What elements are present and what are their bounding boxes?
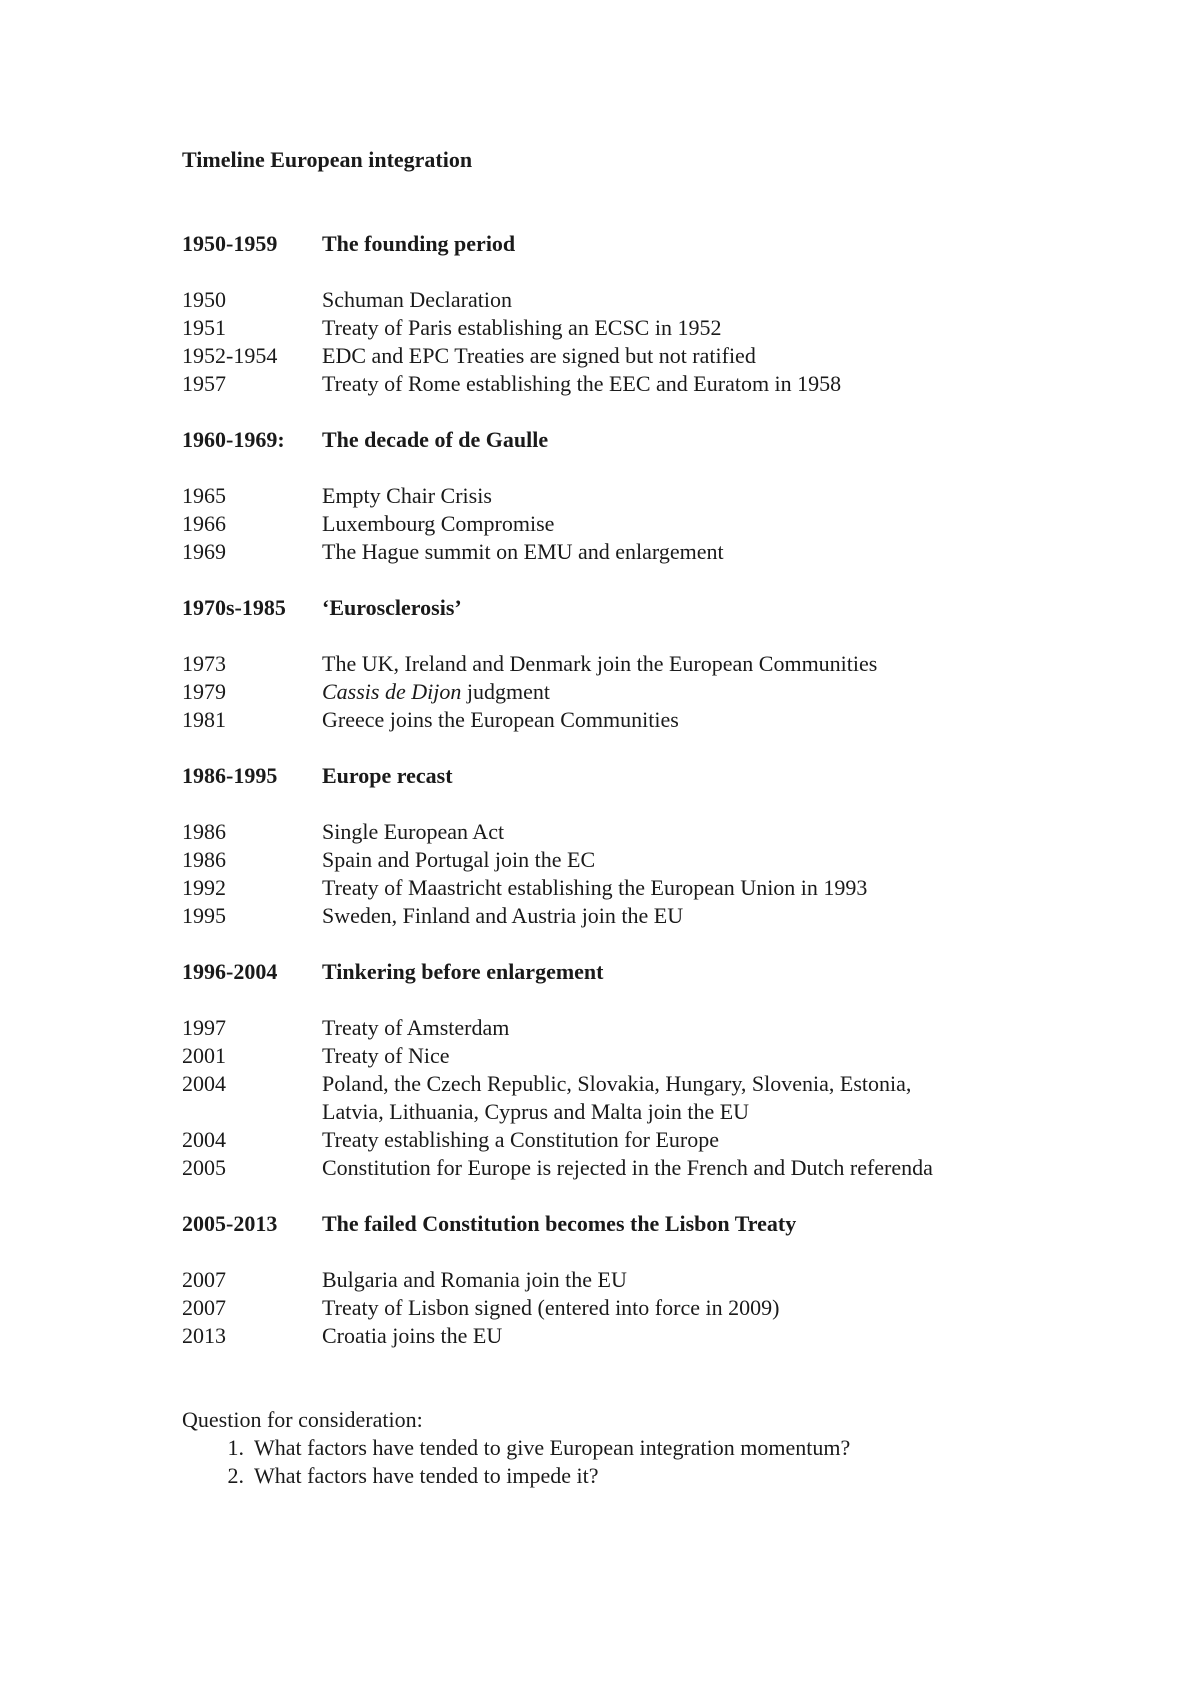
event-row xyxy=(182,1294,1082,1322)
event-year: 2013 xyxy=(182,1323,226,1348)
section-period: 1970s-1985 xyxy=(182,595,286,620)
questions-list xyxy=(182,1434,1082,1490)
event-row xyxy=(182,370,1082,398)
event-text: The Hague summit on EMU and enlargement xyxy=(322,539,724,564)
event-year: 1973 xyxy=(182,651,226,676)
event-text-suffix: judgment xyxy=(461,679,550,704)
event-row xyxy=(182,902,1082,930)
event-text: Luxembourg Compromise xyxy=(322,511,555,536)
event-year: 1950 xyxy=(182,287,226,312)
section-period: 1950-1959 xyxy=(182,231,278,256)
event-row xyxy=(182,1014,1082,1042)
event-year: 1969 xyxy=(182,539,226,564)
event-text: Treaty of Nice xyxy=(322,1043,450,1068)
section-heading-row xyxy=(182,594,1082,622)
section-heading-row xyxy=(182,762,1082,790)
question-item xyxy=(182,1434,1082,1462)
event-year: 1992 xyxy=(182,875,226,900)
case-name: Cassis de Dijon xyxy=(322,679,462,704)
question-item xyxy=(182,1462,1082,1490)
event-list xyxy=(182,650,1082,734)
section-heading: Europe recast xyxy=(322,763,453,788)
section-period: 1960-1969: xyxy=(182,427,285,452)
event-row xyxy=(182,1154,1082,1182)
question-text: What factors have tended to give European integration momentum? xyxy=(254,1435,851,1460)
event-text: Bulgaria and Romania join the EU xyxy=(322,1267,627,1292)
event-year: 1979 xyxy=(182,679,226,704)
event-year: 1952-1954 xyxy=(182,343,278,368)
event-text: Schuman Declaration xyxy=(322,287,512,312)
event-text: Treaty of Lisbon signed (entered into force in 2009) xyxy=(322,1295,780,1320)
event-text: EDC and EPC Treaties are signed but not ratified xyxy=(322,343,756,368)
event-year: 1965 xyxy=(182,483,226,508)
question-number: 2. xyxy=(227,1463,244,1488)
event-row xyxy=(182,874,1082,902)
event-year: 1995 xyxy=(182,903,226,928)
event-text: Treaty of Rome establishing the EEC and Euratom in 1958 xyxy=(322,371,842,396)
event-list xyxy=(182,1266,1082,1350)
section-heading: The failed Constitution becomes the Lisbon Treaty xyxy=(322,1211,797,1236)
event-row xyxy=(182,650,1082,678)
event-row xyxy=(182,1070,1082,1126)
event-row xyxy=(182,342,1082,370)
event-year: 2005 xyxy=(182,1155,226,1180)
event-year: 2004 xyxy=(182,1127,226,1152)
event-year: 2007 xyxy=(182,1267,226,1292)
event-list xyxy=(182,1014,1082,1182)
event-text-line: Latvia, Lithuania, Cyprus and Malta join the EU xyxy=(322,1099,750,1124)
questions-intro: Question for consideration: xyxy=(182,1407,423,1432)
event-text: The UK, Ireland and Denmark join the European Communities xyxy=(322,651,878,676)
event-year: 1986 xyxy=(182,819,226,844)
event-row xyxy=(182,314,1082,342)
event-text: Single European Act xyxy=(322,819,505,844)
event-year: 2007 xyxy=(182,1295,226,1320)
event-text: Sweden, Finland and Austria join the EU xyxy=(322,903,684,928)
section-heading-row xyxy=(182,958,1082,986)
event-row xyxy=(182,482,1082,510)
event-text xyxy=(322,678,1082,706)
timeline-section xyxy=(182,1210,1082,1350)
section-heading-row xyxy=(182,1210,1082,1238)
event-text: Constitution for Europe is rejected in the French and Dutch referenda xyxy=(322,1155,933,1180)
document-title: Timeline European integration xyxy=(182,147,473,172)
event-row xyxy=(182,706,1082,734)
event-row xyxy=(182,678,1082,706)
event-row xyxy=(182,1322,1082,1350)
question-number: 1. xyxy=(227,1435,244,1460)
event-row xyxy=(182,846,1082,874)
event-text: Empty Chair Crisis xyxy=(322,483,492,508)
section-heading-row xyxy=(182,230,1082,258)
timeline-section xyxy=(182,230,1082,398)
section-period: 2005-2013 xyxy=(182,1211,278,1236)
event-year: 1997 xyxy=(182,1015,226,1040)
event-year: 1986 xyxy=(182,847,226,872)
event-row xyxy=(182,286,1082,314)
section-heading-row xyxy=(182,426,1082,454)
question-text: What factors have tended to impede it? xyxy=(254,1463,599,1488)
event-text xyxy=(322,1070,1082,1126)
questions-block xyxy=(182,1406,1082,1490)
event-row xyxy=(182,1126,1082,1154)
event-year: 1957 xyxy=(182,371,226,396)
event-list xyxy=(182,482,1082,566)
document-content xyxy=(182,146,1082,1490)
section-heading: The decade of de Gaulle xyxy=(322,427,549,452)
event-year: 1981 xyxy=(182,707,226,732)
section-heading: ‘Eurosclerosis’ xyxy=(322,595,462,620)
event-row xyxy=(182,1042,1082,1070)
event-year: 2001 xyxy=(182,1043,226,1068)
event-row xyxy=(182,538,1082,566)
event-text: Treaty of Amsterdam xyxy=(322,1015,510,1040)
section-heading: The founding period xyxy=(322,231,516,256)
event-year: 2004 xyxy=(182,1071,226,1096)
section-heading: Tinkering before enlargement xyxy=(322,959,604,984)
event-text: Spain and Portugal join the EC xyxy=(322,847,596,872)
event-text: Treaty establishing a Constitution for Europe xyxy=(322,1127,719,1152)
event-text: Croatia joins the EU xyxy=(322,1323,503,1348)
timeline-section xyxy=(182,594,1082,734)
event-list xyxy=(182,286,1082,398)
event-row xyxy=(182,1266,1082,1294)
section-period: 1986-1995 xyxy=(182,763,278,788)
timeline-section xyxy=(182,958,1082,1182)
event-row xyxy=(182,510,1082,538)
event-text: Treaty of Paris establishing an ECSC in 1952 xyxy=(322,315,722,340)
event-text-line: Poland, the Czech Republic, Slovakia, Hungary, Slovenia, Estonia, xyxy=(322,1071,912,1096)
section-period: 1996-2004 xyxy=(182,959,278,984)
event-list xyxy=(182,818,1082,930)
event-year: 1951 xyxy=(182,315,226,340)
timeline-section xyxy=(182,426,1082,566)
event-row xyxy=(182,818,1082,846)
event-year: 1966 xyxy=(182,511,226,536)
event-text: Treaty of Maastricht establishing the European Union in 1993 xyxy=(322,875,868,900)
event-text: Greece joins the European Communities xyxy=(322,707,679,732)
timeline-section xyxy=(182,762,1082,930)
